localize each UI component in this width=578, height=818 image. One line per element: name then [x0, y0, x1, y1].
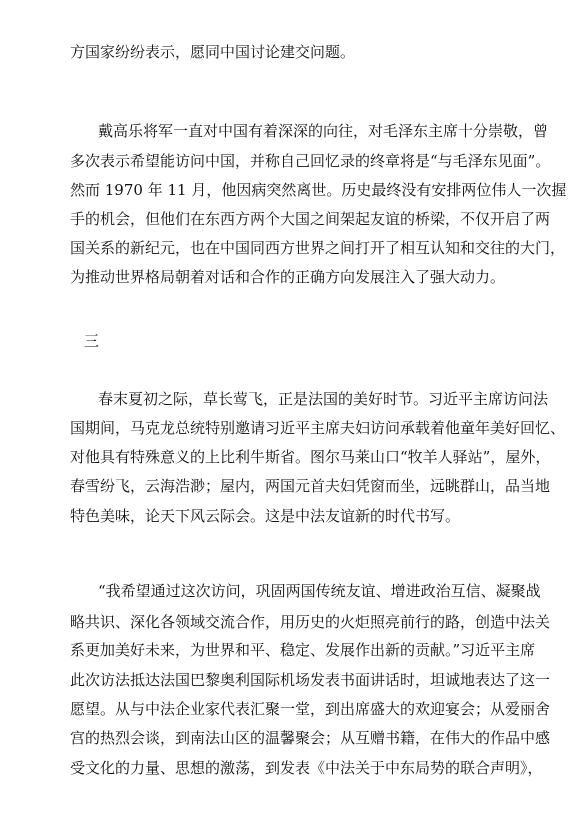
paragraph-line: “我希望通过这次访问，巩固两国传统友谊、增进政治互信、凝聚战 [98, 582, 541, 600]
paragraph-line: 多次表示希望能访问中国，并称自己回忆录的终章将是“与毛泽东见面”。 [70, 152, 551, 170]
paragraph-line: 宫的热烈会谈，到南法山区的温馨聚会；从互赠书籍，在伟大的作品中感 [70, 729, 551, 747]
paragraph-line: 方国家纷纷表示，愿同中国讨论建交问题。 [70, 43, 356, 61]
paragraph-line: 特色美味，论天下风云际会。这是中法友谊新的时代书写。 [70, 507, 461, 525]
paragraph-line: 对他具有特殊意义的上比利牛斯省。图尔马莱山口“牧羊人驿站”，屋外， [70, 448, 551, 466]
paragraph-line: 受文化的力量、思想的激荡，到发表《中法关于中东局势的联合声明》， [70, 759, 543, 777]
paragraph-line: 为推动世界格局朝着对话和合作的正确方向发展注入了强大动力。 [70, 268, 506, 286]
paragraph-line: 手的机会，但他们在东西方两个大国之间架起友谊的桥梁，不仅开启了两 [70, 210, 551, 228]
section-marker: 三 [84, 332, 100, 350]
paragraph-line: 春雪纷飞，云海浩渺；屋内，两国元首夫妇凭窗而坐，远眺群山，品当地 [70, 477, 551, 495]
paragraph-line: 愿望。从与中法企业家代表汇聚一堂，到出席盛大的欢迎宴会；从爱丽舍 [70, 700, 551, 718]
paragraph-line: 然而 1970 年 11 月，他因病突然离世。历史最终没有安排两位伟人一次握 [70, 181, 567, 199]
paragraph-line: 系更加美好未来，为世界和平、稳定、发展作出新的贡献。”习近平主席 [70, 641, 536, 659]
paragraph-line: 戴高乐将军一直对中国有着深深的向往，对毛泽东主席十分崇敬，曾 [98, 122, 549, 140]
paragraph-line: 国关系的新纪元，也在中国同西方世界之间打开了相互认知和交往的大门， [70, 239, 566, 257]
paragraph-line: 略共识、深化各领域交流合作，用历史的火炬照亮前行的路，创造中法关 [70, 613, 551, 631]
paragraph-line: 此次访法抵达法国巴黎奥利国际机场发表书面讲话时，坦诚地表达了这一 [70, 671, 551, 689]
paragraph-line: 国期间，马克龙总统特别邀请习近平主席夫妇访问承载着他童年美好回忆、 [70, 419, 566, 437]
paragraph-line: 春末夏初之际，草长莺飞，正是法国的美好时节。习近平主席访问法 [98, 390, 549, 408]
